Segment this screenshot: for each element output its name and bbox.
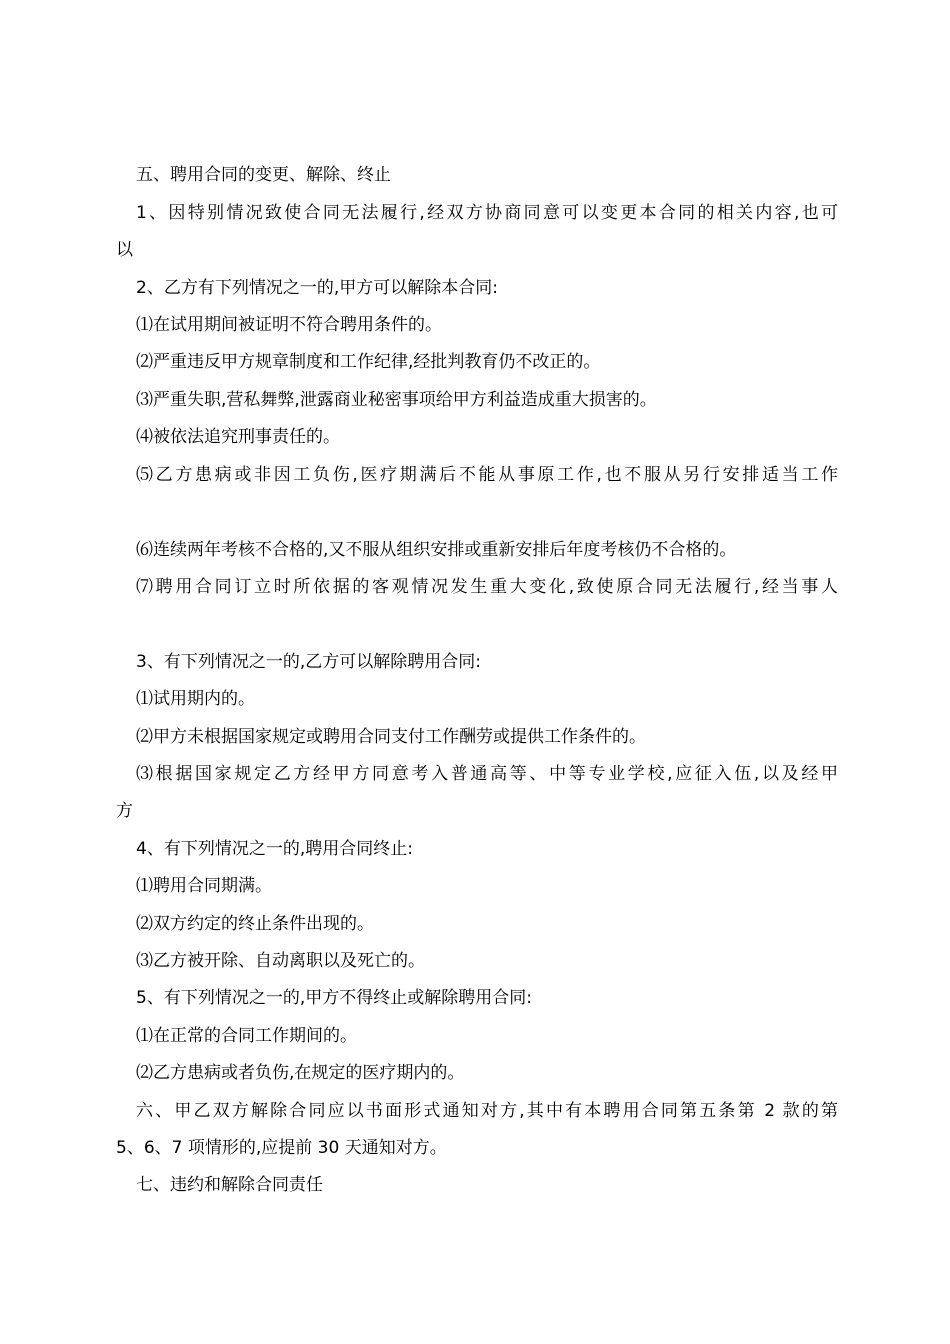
list-item: ⑶根据国家规定乙方经甲方同意考入普通高等、中等专业学校,应征入伍,以及经甲: [136, 764, 838, 784]
list-item: ⑵双方约定的终止条件出现的。: [136, 914, 374, 934]
paragraph-line: 3、有下列情况之一的,乙方可以解除聘用合同:: [136, 652, 481, 672]
paragraph-line: 方: [116, 801, 133, 821]
paragraph-line: 2、乙方有下列情况之一的,甲方可以解除本合同:: [136, 278, 498, 298]
section-heading: 六、甲乙双方解除合同应以书面形式通知对方,其中有本聘用合同第五条第 2 款的第: [136, 1101, 838, 1121]
list-item: ⑴在试用期间被证明不符合聘用条件的。: [136, 315, 442, 335]
paragraph-line: 1、因特别情况致使合同无法履行,经双方协商同意可以变更本合同的相关内容,也可: [136, 203, 838, 223]
list-item: ⑵乙方患病或者负伤,在规定的医疗期内的。: [136, 1063, 465, 1083]
list-item: ⑶乙方被开除、自动离职以及死亡的。: [136, 951, 425, 971]
list-item: ⑴聘用合同期满。: [136, 876, 272, 896]
list-item: ⑹连续两年考核不合格的,又不服从组织安排或重新安排后年度考核仍不合格的。: [136, 540, 737, 560]
list-item: ⑵甲方未根据国家规定或聘用合同支付工作酬劳或提供工作条件的。: [136, 727, 646, 747]
list-item: ⑴在正常的合同工作期间的。: [136, 1026, 357, 1046]
section-heading: 五、聘用合同的变更、解除、终止: [136, 165, 391, 185]
paragraph-line: 4、有下列情况之一的,聘用合同终止:: [136, 839, 413, 859]
list-item: ⑺聘用合同订立时所依据的客观情况发生重大变化,致使原合同无法履行,经当事人: [136, 577, 838, 597]
paragraph-line: 5、有下列情况之一的,甲方不得终止或解除聘用合同:: [136, 988, 532, 1008]
section-heading: 七、违约和解除合同责任: [136, 1175, 323, 1195]
list-item: ⑶严重失职,营私舞弊,泄露商业秘密事项给甲方利益造成重大损害的。: [136, 390, 657, 410]
list-item: ⑴试用期内的。: [136, 689, 255, 709]
list-item: ⑵严重违反甲方规章制度和工作纪律,经批判教育仍不改正的。: [136, 352, 601, 372]
paragraph-line: 以: [116, 240, 133, 260]
list-item: ⑷被依法追究刑事责任的。: [136, 427, 340, 447]
list-item: ⑸乙方患病或非因工负伤,医疗期满后不能从事原工作,也不服从另行安排适当工作: [136, 465, 838, 485]
paragraph-line: 5、6、7 项情形的,应提前 30 天通知对方。: [116, 1138, 447, 1158]
